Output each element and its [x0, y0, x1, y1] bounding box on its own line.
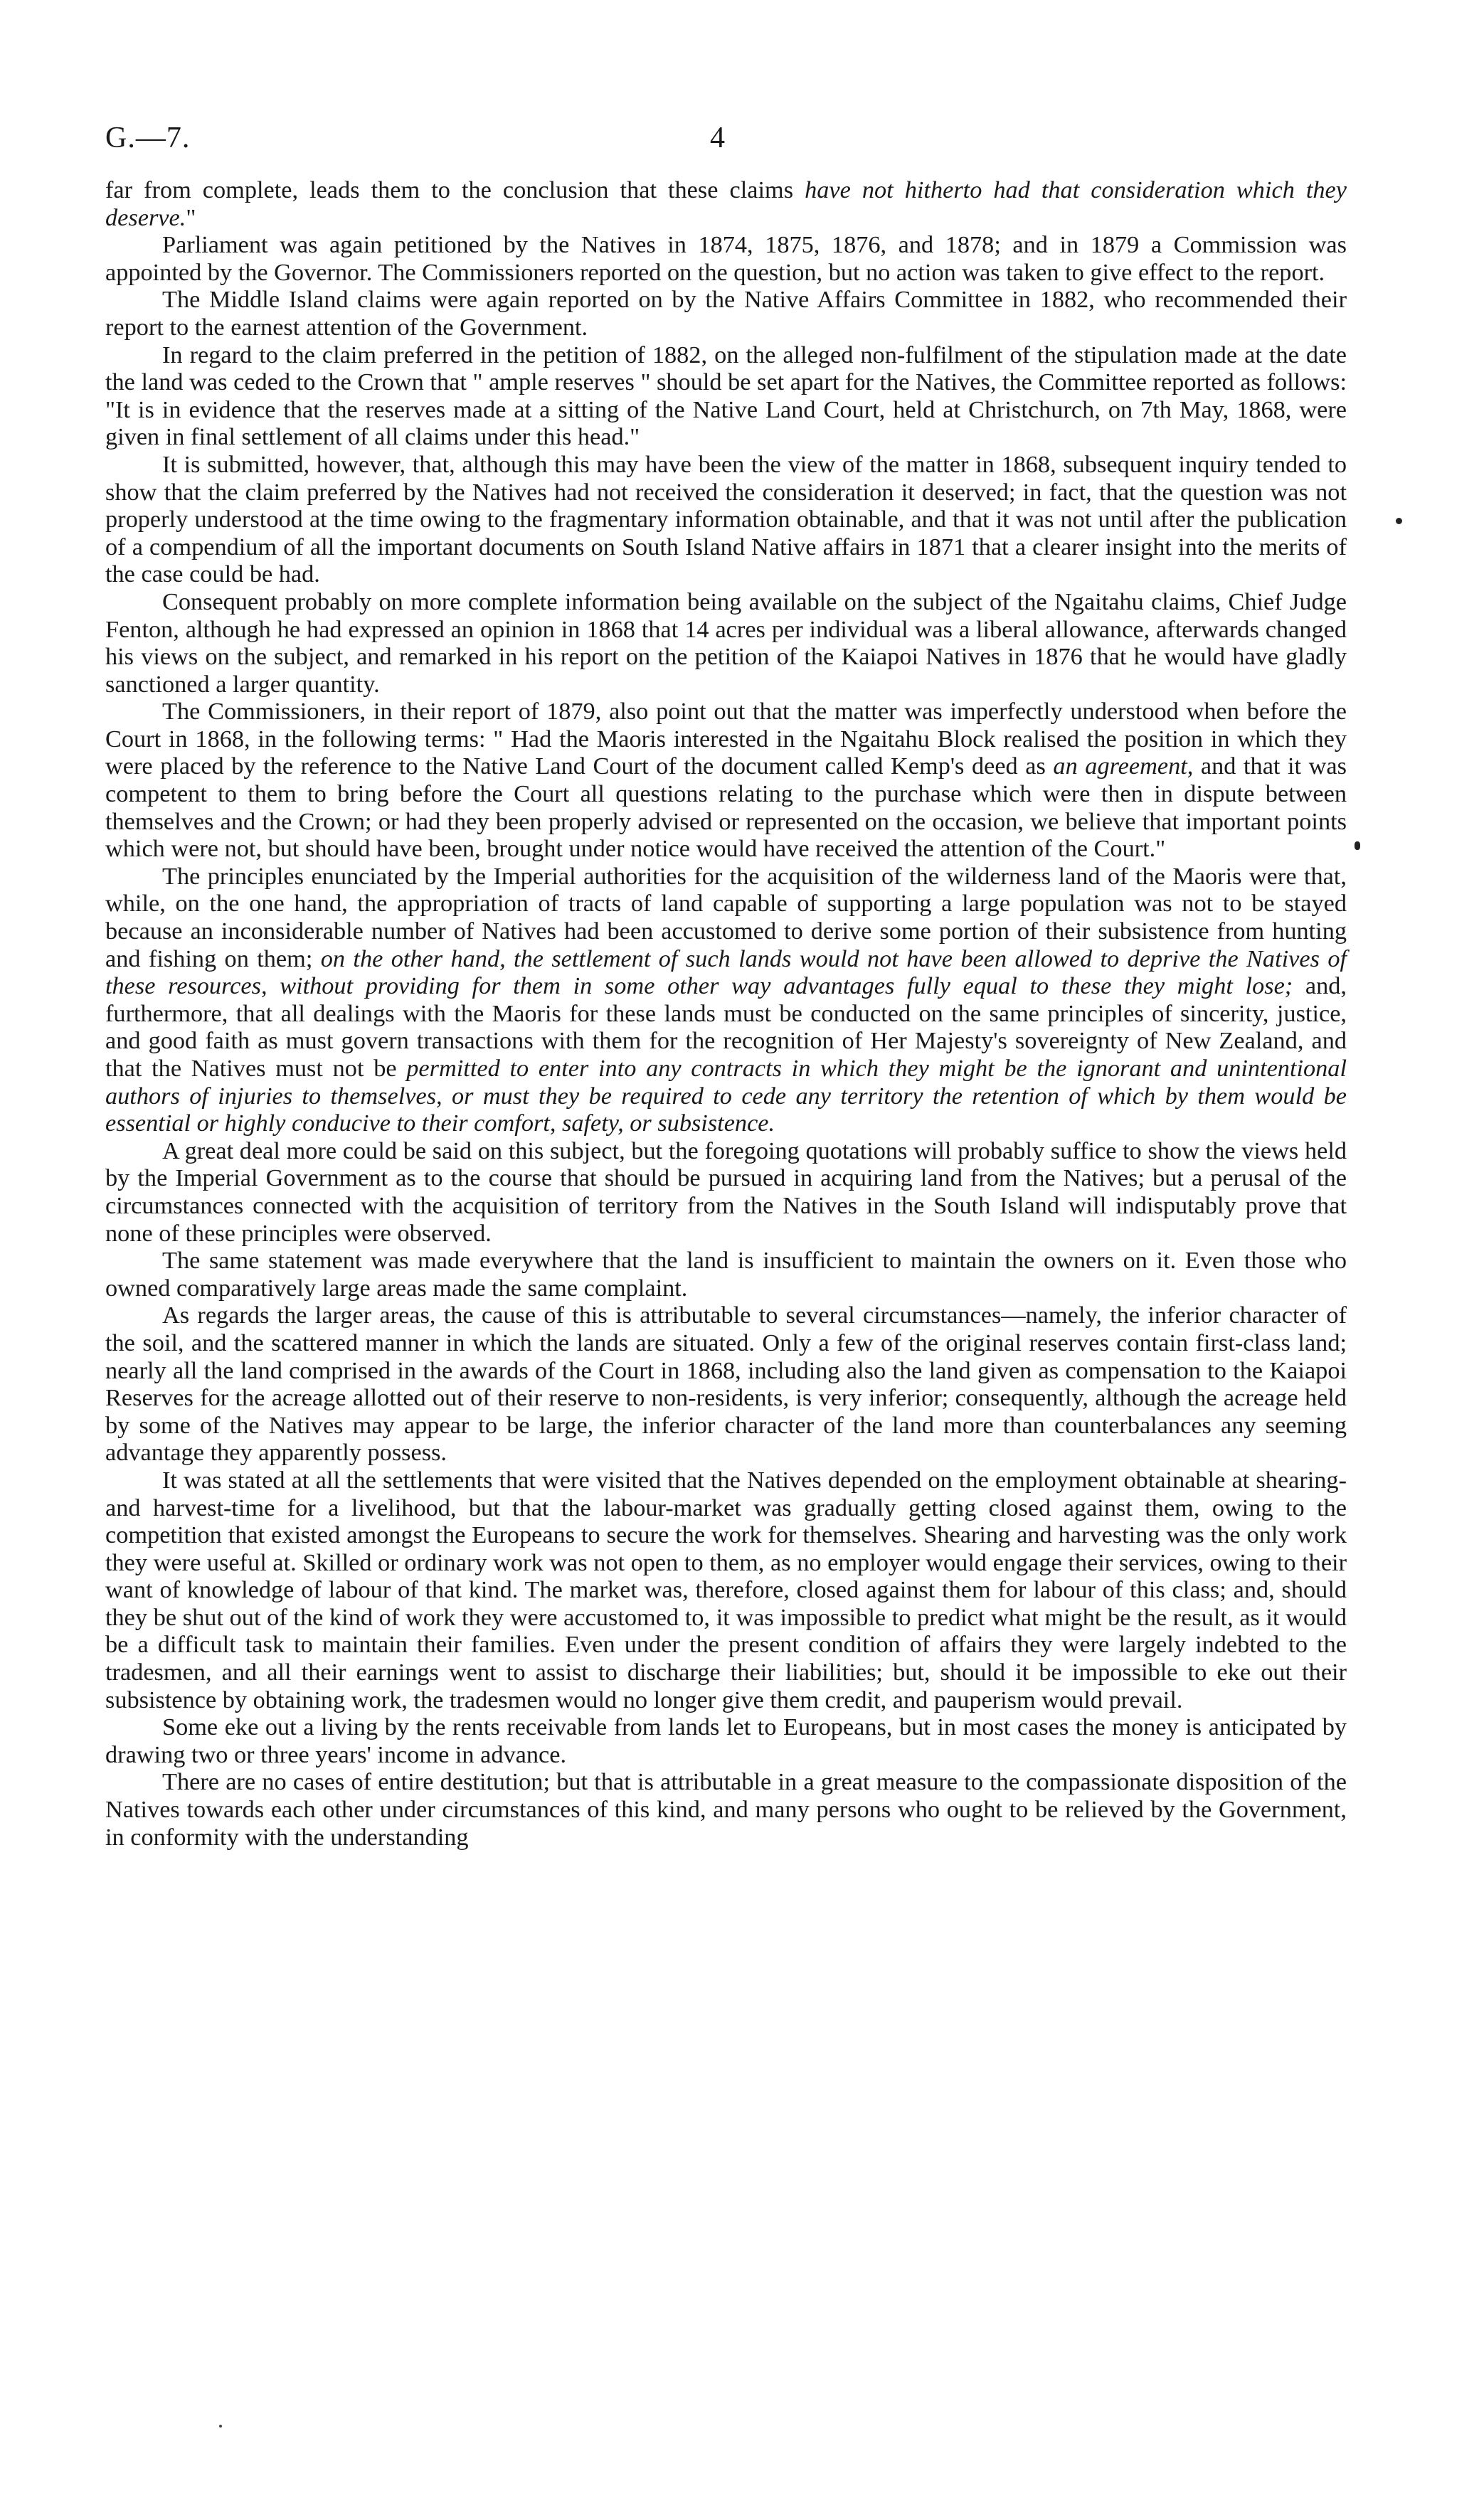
paragraph-text: As regards the larger areas, the cause of this is attributable to several circumstances—namely, the inferior character of the soil, and the scattered manner in which the lands are situated. Only a few of the original reserves contain first-class land; nearly all the land comprised in the awards of the Court in 1868, including also the land given as compensation to the Kaiapoi Reserves for the acreage allotted out of their reserve to non-residents, is very inferior; consequently, although the acreage held by some of the Natives may appear to be large, the inferior character of the land more than counterbalances any seeming advantage they apparently possess.: [105, 1302, 1347, 1467]
body-paragraph: [105, 451, 1347, 588]
italic-text: have not hitherto had that consideration which they deserve.: [105, 176, 1347, 231]
paragraph-text: ": [186, 203, 196, 231]
paragraph-text: and, furthermore, that all dealings with the Maoris for these lands must be conducted on the same principles of sincerity, justice, and good faith as must govern transactions with them for the recognition of Her Majesty's sovereignty of New Zealand, and that the Natives must not be: [105, 972, 1347, 1082]
body-paragraph: [105, 588, 1347, 698]
document-page: [105, 121, 1347, 1851]
document-reference: G.—7.: [105, 122, 191, 154]
paragraph-text: It is submitted, however, that, although this may have been the view of the matter in 1868, subsequent inquiry tended to show that the claim preferred by the Natives had not received the consideration it deserved; in fact, that the question was not properly understood at the time owing to the fragmentary information obtainable, and that it was not until after the publication of a compendium of all the important documents on South Island Native affairs in 1871 that a clearer insight into the merits of the case could be had.: [105, 450, 1347, 588]
body-paragraph: [105, 1713, 1347, 1768]
page-header: [105, 121, 1347, 164]
body-paragraph: [105, 1768, 1347, 1851]
margin-ink-mark: [219, 2425, 222, 2428]
body-paragraph: [105, 1467, 1347, 1713]
paragraph-text: The Middle Island claims were again reported on by the Native Affairs Committee in 1882, who recommended their report to the earnest attention of the Government.: [105, 286, 1347, 341]
paragraph-text: A great deal more could be said on this subject, but the foregoing quotations will probably suffice to show the views held by the Imperial Government as to the course that should be pursued in acquiring land from the Natives; but a perusal of the circumstances connected with the acquisition of territory from the Natives in the South Island will indisputably prove that none of these principles were observed.: [105, 1137, 1347, 1247]
paragraph-text: In regard to the claim preferred in the petition of 1882, on the alleged non-fulfilment of the stipulation made at the date the land was ceded to the Crown that " ample reserves " should be set apart for the Natives, the Committee reported as follows: "It is in evidence that the reserves made at a sitting of the Native Land Court, held at Christchurch, on 7th May, 1868, were given in final settlement of all claims under this head.": [105, 341, 1347, 451]
italic-text: an agreement,: [1053, 753, 1194, 780]
paragraph-text: and that it was competent to them to bring before the Court all questions relating to the purchase which were then in dispute between themselves and the Crown; or had they been properly advised or represented on the occasion, we believe that important points which were not, but should have been, brought under notice would have received the attention of the Court.": [105, 753, 1347, 863]
page-number: 4: [710, 122, 725, 154]
body-paragraph: [105, 1302, 1347, 1467]
paragraph-text: far from complete, leads them to the conclusion that these claims: [105, 176, 805, 203]
body-paragraph: [105, 1137, 1347, 1247]
body-paragraph: [105, 231, 1347, 286]
margin-ink-mark: [1396, 518, 1402, 524]
paragraph-text: There are no cases of entire destitution; but that is attributable in a great measure to the compassionate disposition of the Natives towards each other under circumstances of this kind, and many persons who ought to be relieved by the Government, in conformity with the understanding: [105, 1768, 1347, 1851]
paragraph-text: The same statement was made everywhere that the land is insufficient to maintain the owners on it. Even those who owned comparatively large areas made the same complaint.: [105, 1247, 1347, 1302]
paragraph-text: It was stated at all the settlements that were visited that the Natives depended on the employment obtainable at shearing- and harvest-time for a livelihood, but that the labour-market was gradually getting closed against them, owing to the competition that existed amongst the Europeans to secure the work for themselves. Shearing and harvesting was the only work they were useful at. Skilled or ordinary work was not open to them, as no employer would engage their services, owing to their want of knowledge of labour of that kind. The market was, therefore, closed against them for labour of this class; and, should they be shut out of the kind of work they were accustomed to, it was impossible to predict what might be the result, as it would be a difficult task to maintain their families. Even under the present condition of affairs they were largely indebted to the tradesmen, and all their earnings went to assist to discharge their liabilities; but, should it be impossible to eke out their subsistence by obtaining work, the tradesmen would no longer give them credit, and pauperism would prevail.: [105, 1466, 1347, 1713]
italic-text: permitted to enter into any contracts in which they might be the ignorant and unintentional authors of injuries to themselves, or must they be required to cede any territory the retention of which by them would be essential or highly conducive to their comfort, safety, or subsistence.: [105, 1055, 1347, 1137]
document-body: [105, 176, 1347, 1851]
paragraph-text: Some eke out a living by the rents receivable from lands let to Europeans, but in most cases the money is anticipated by drawing two or three years' income in advance.: [105, 1713, 1347, 1768]
body-paragraph: [105, 286, 1347, 341]
paragraph-text: The Commissioners, in their report of 1879, also point out that the matter was imperfectly understood when before the Court in 1868, in the following terms: " Had the Maoris interested in the Ngaitahu Block realised the position in which they were placed by the reference to the Native Land Court of the document called Kemp's deed as: [105, 698, 1347, 780]
body-paragraph: [105, 341, 1347, 451]
margin-ink-mark: [1355, 841, 1360, 850]
body-paragraph: [105, 698, 1347, 863]
paragraph-text: Parliament was again petitioned by the Natives in 1874, 1875, 1876, and 1878; and in 1879 a Commission was appointed by the Governor. The Commissioners reported on the question, but no action was taken to give effect to the report.: [105, 231, 1347, 286]
paragraph-text: Consequent probably on more complete information being available on the subject of the Ngaitahu claims, Chief Judge Fenton, although he had expressed an opinion in 1868 that 14 acres per individual was a liberal allowance, afterwards changed his views on the subject, and remarked in his report on the petition of the Kaiapoi Natives in 1876 that he would have gladly sanctioned a larger quantity.: [105, 588, 1347, 698]
italic-text: on the other hand, the settlement of such lands would not have been allowed to deprive the Natives of these resources, without providing for them in some other way advantages fully equal to these they might lose;: [105, 945, 1347, 1000]
body-paragraph: [105, 176, 1347, 231]
body-paragraph: [105, 863, 1347, 1137]
paragraph-text: The principles enunciated by the Imperial authorities for the acquisition of the wilderness land of the Maoris were that, while, on the one hand, the appropriation of tracts of land capable of supporting a large population was not to be stayed because an inconsiderable number of Natives had been accustomed to derive some portion of their subsistence from hunting and fishing on them;: [105, 862, 1347, 972]
body-paragraph: [105, 1247, 1347, 1302]
